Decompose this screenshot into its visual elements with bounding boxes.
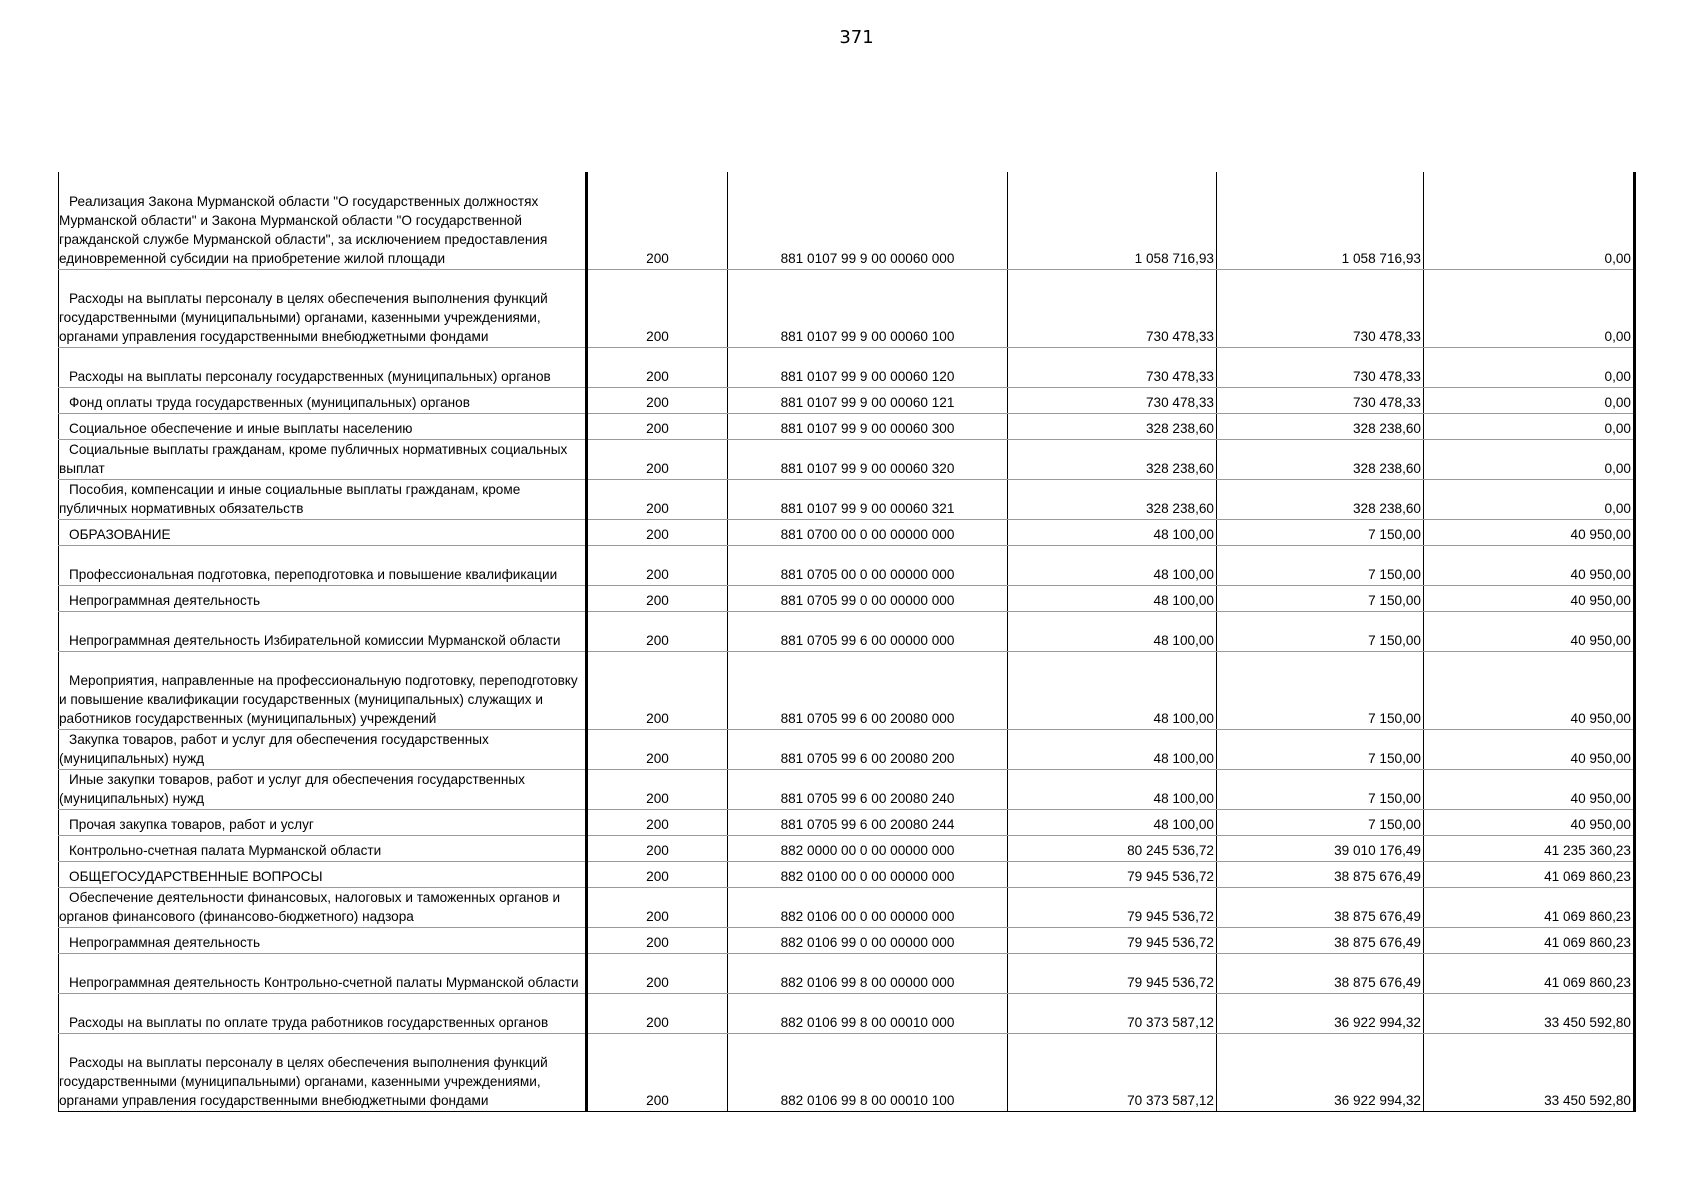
expenditure-name-text: Пособия, компенсации и иные социальные выплаты гражданам, кроме публичных нормативных обязательств bbox=[59, 481, 521, 516]
expenditure-name-text: Расходы на выплаты персоналу в целях обеспечения выполнения функций государственными (муниципальными) органами, казенными учреждениями, органами управления государственными внебюджетными фондами bbox=[59, 1054, 548, 1108]
approved-amount-cell: 48 100,00 bbox=[1008, 519, 1217, 545]
executed-amount-cell: 7 150,00 bbox=[1217, 769, 1424, 809]
expenditure-name-text: Социальное обеспечение и иные выплаты населению bbox=[69, 420, 413, 436]
expenditure-name-cell bbox=[59, 347, 587, 387]
table-row bbox=[59, 387, 1635, 413]
table-row bbox=[59, 729, 1635, 769]
expenditure-name-text: Социальные выплаты гражданам, кроме публичных нормативных социальных выплат bbox=[59, 441, 568, 476]
expenditure-name-cell bbox=[59, 809, 587, 835]
line-code-cell: 200 bbox=[587, 729, 728, 769]
unexecuted-amount-cell: 0,00 bbox=[1424, 413, 1635, 439]
budget-classification-code-cell: 881 0705 99 6 00 20080 240 bbox=[728, 769, 1008, 809]
expenditure-name-cell bbox=[59, 927, 587, 953]
executed-amount-cell: 7 150,00 bbox=[1217, 545, 1424, 585]
expenditure-name-cell bbox=[59, 835, 587, 861]
unexecuted-amount-cell: 41 069 860,23 bbox=[1424, 887, 1635, 927]
unexecuted-amount-cell: 40 950,00 bbox=[1424, 611, 1635, 651]
expenditure-name-text: Обеспечение деятельности финансовых, налоговых и таможенных органов и органов финансового (финансово-бюджетного) надзора bbox=[59, 889, 561, 924]
table-row bbox=[59, 519, 1635, 545]
line-code-cell: 200 bbox=[587, 953, 728, 993]
approved-amount-cell: 1 058 716,93 bbox=[1008, 172, 1217, 269]
budget-classification-code-cell: 882 0106 99 8 00 00000 000 bbox=[728, 953, 1008, 993]
expenditure-name-text: Закупка товаров, работ и услуг для обеспечения государственных (муниципальных) нужд bbox=[59, 731, 489, 766]
approved-amount-cell: 730 478,33 bbox=[1008, 347, 1217, 387]
table-row bbox=[59, 585, 1635, 611]
expenditure-name-text: ОБЩЕГОСУДАРСТВЕННЫЕ ВОПРОСЫ bbox=[69, 868, 323, 884]
unexecuted-amount-cell: 0,00 bbox=[1424, 347, 1635, 387]
unexecuted-amount-cell: 0,00 bbox=[1424, 439, 1635, 479]
line-code-cell: 200 bbox=[587, 585, 728, 611]
table-row bbox=[59, 887, 1635, 927]
budget-classification-code-cell: 881 0700 00 0 00 00000 000 bbox=[728, 519, 1008, 545]
line-code-cell: 200 bbox=[587, 835, 728, 861]
line-code-cell: 200 bbox=[587, 887, 728, 927]
approved-amount-cell: 79 945 536,72 bbox=[1008, 927, 1217, 953]
line-code-cell: 200 bbox=[587, 1033, 728, 1111]
executed-amount-cell: 36 922 994,32 bbox=[1217, 993, 1424, 1033]
approved-amount-cell: 48 100,00 bbox=[1008, 585, 1217, 611]
approved-amount-cell: 48 100,00 bbox=[1008, 729, 1217, 769]
executed-amount-cell: 730 478,33 bbox=[1217, 269, 1424, 347]
expenditure-name-text: Контрольно-счетная палата Мурманской области bbox=[69, 842, 382, 858]
expenditure-name-text: Непрограммная деятельность Контрольно-счетной палаты Мурманской области bbox=[69, 974, 579, 990]
expenditure-name-text: Непрограммная деятельность bbox=[69, 934, 261, 950]
approved-amount-cell: 48 100,00 bbox=[1008, 769, 1217, 809]
table-row bbox=[59, 413, 1635, 439]
executed-amount-cell: 730 478,33 bbox=[1217, 347, 1424, 387]
approved-amount-cell: 730 478,33 bbox=[1008, 387, 1217, 413]
expenditure-name-cell bbox=[59, 1033, 587, 1111]
table-row bbox=[59, 927, 1635, 953]
expenditure-name-cell bbox=[59, 519, 587, 545]
approved-amount-cell: 70 373 587,12 bbox=[1008, 993, 1217, 1033]
budget-classification-code-cell: 881 0107 99 9 00 00060 321 bbox=[728, 479, 1008, 519]
executed-amount-cell: 7 150,00 bbox=[1217, 611, 1424, 651]
budget-classification-code-cell: 881 0705 99 6 00 00000 000 bbox=[728, 611, 1008, 651]
approved-amount-cell: 328 238,60 bbox=[1008, 479, 1217, 519]
line-code-cell: 200 bbox=[587, 519, 728, 545]
line-code-cell: 200 bbox=[587, 269, 728, 347]
expenditure-name-text: Расходы на выплаты персоналу в целях обеспечения выполнения функций государственными (муниципальными) органами, казенными учреждениями, органами управления государственными внебюджетными фондами bbox=[59, 290, 548, 344]
approved-amount-cell: 48 100,00 bbox=[1008, 611, 1217, 651]
approved-amount-cell: 79 945 536,72 bbox=[1008, 861, 1217, 887]
expenditure-name-cell bbox=[59, 387, 587, 413]
table-row bbox=[59, 993, 1635, 1033]
line-code-cell: 200 bbox=[587, 769, 728, 809]
budget-expenditure-table bbox=[58, 172, 1636, 1112]
unexecuted-amount-cell: 41 069 860,23 bbox=[1424, 953, 1635, 993]
line-code-cell: 200 bbox=[587, 387, 728, 413]
expenditure-name-text: Иные закупки товаров, работ и услуг для обеспечения государственных (муниципальных) нужд bbox=[59, 771, 525, 806]
budget-classification-code-cell: 881 0705 99 6 00 20080 000 bbox=[728, 651, 1008, 729]
expenditure-name-text: Непрограммная деятельность bbox=[69, 592, 261, 608]
expenditure-name-cell bbox=[59, 611, 587, 651]
executed-amount-cell: 328 238,60 bbox=[1217, 439, 1424, 479]
budget-classification-code-cell: 881 0107 99 9 00 00060 120 bbox=[728, 347, 1008, 387]
line-code-cell: 200 bbox=[587, 172, 728, 269]
expenditure-name-cell bbox=[59, 439, 587, 479]
expenditure-name-cell bbox=[59, 953, 587, 993]
unexecuted-amount-cell: 41 235 360,23 bbox=[1424, 835, 1635, 861]
budget-classification-code-cell: 881 0705 99 0 00 00000 000 bbox=[728, 585, 1008, 611]
expenditure-name-cell bbox=[59, 887, 587, 927]
executed-amount-cell: 38 875 676,49 bbox=[1217, 887, 1424, 927]
budget-classification-code-cell: 882 0106 99 0 00 00000 000 bbox=[728, 927, 1008, 953]
expenditure-name-text: ОБРАЗОВАНИЕ bbox=[69, 526, 171, 542]
unexecuted-amount-cell: 0,00 bbox=[1424, 387, 1635, 413]
expenditure-name-cell bbox=[59, 993, 587, 1033]
expenditure-name-text: Расходы на выплаты по оплате труда работников государственных органов bbox=[69, 1014, 549, 1030]
approved-amount-cell: 79 945 536,72 bbox=[1008, 953, 1217, 993]
expenditure-name-text: Мероприятия, направленные на профессиональную подготовку, переподготовку и повышение квалификации государственных (муниципальных) служащих и работников государственных (муниципальных) учреждений bbox=[59, 672, 578, 726]
expenditure-name-cell bbox=[59, 172, 587, 269]
budget-classification-code-cell: 882 0106 99 8 00 00010 000 bbox=[728, 993, 1008, 1033]
expenditure-name-cell bbox=[59, 769, 587, 809]
expenditure-name-cell bbox=[59, 479, 587, 519]
expenditure-name-cell bbox=[59, 545, 587, 585]
executed-amount-cell: 328 238,60 bbox=[1217, 479, 1424, 519]
line-code-cell: 200 bbox=[587, 439, 728, 479]
unexecuted-amount-cell: 41 069 860,23 bbox=[1424, 927, 1635, 953]
table-row bbox=[59, 172, 1635, 269]
executed-amount-cell: 1 058 716,93 bbox=[1217, 172, 1424, 269]
unexecuted-amount-cell: 33 450 592,80 bbox=[1424, 1033, 1635, 1111]
table-row bbox=[59, 809, 1635, 835]
expenditure-name-cell bbox=[59, 585, 587, 611]
unexecuted-amount-cell: 41 069 860,23 bbox=[1424, 861, 1635, 887]
expenditure-name-cell bbox=[59, 413, 587, 439]
table-row bbox=[59, 347, 1635, 387]
expenditure-name-text: Непрограммная деятельность Избирательной комиссии Мурманской области bbox=[69, 632, 561, 648]
approved-amount-cell: 328 238,60 bbox=[1008, 413, 1217, 439]
unexecuted-amount-cell: 33 450 592,80 bbox=[1424, 993, 1635, 1033]
executed-amount-cell: 7 150,00 bbox=[1217, 729, 1424, 769]
executed-amount-cell: 7 150,00 bbox=[1217, 519, 1424, 545]
table-row bbox=[59, 769, 1635, 809]
expenditure-name-text: Профессиональная подготовка, переподготовка и повышение квалификации bbox=[69, 566, 558, 582]
table-row bbox=[59, 861, 1635, 887]
expenditure-name-text: Прочая закупка товаров, работ и услуг bbox=[69, 816, 314, 832]
budget-classification-code-cell: 882 0000 00 0 00 00000 000 bbox=[728, 835, 1008, 861]
line-code-cell: 200 bbox=[587, 479, 728, 519]
expenditure-name-cell bbox=[59, 651, 587, 729]
unexecuted-amount-cell: 40 950,00 bbox=[1424, 545, 1635, 585]
unexecuted-amount-cell: 0,00 bbox=[1424, 479, 1635, 519]
unexecuted-amount-cell: 40 950,00 bbox=[1424, 651, 1635, 729]
executed-amount-cell: 730 478,33 bbox=[1217, 387, 1424, 413]
executed-amount-cell: 7 150,00 bbox=[1217, 809, 1424, 835]
line-code-cell: 200 bbox=[587, 413, 728, 439]
approved-amount-cell: 80 245 536,72 bbox=[1008, 835, 1217, 861]
line-code-cell: 200 bbox=[587, 927, 728, 953]
unexecuted-amount-cell: 40 950,00 bbox=[1424, 519, 1635, 545]
expenditure-name-cell bbox=[59, 861, 587, 887]
expenditure-name-text: Реализация Закона Мурманской области "О государственных должностях Мурманской области" и Закона Мурманской области "О государственной гражданской службе Мурманской области", за исключением предоставления единовременной субсидии на приобретение жилой площади bbox=[59, 193, 548, 266]
unexecuted-amount-cell: 0,00 bbox=[1424, 172, 1635, 269]
table-row bbox=[59, 651, 1635, 729]
executed-amount-cell: 7 150,00 bbox=[1217, 651, 1424, 729]
approved-amount-cell: 70 373 587,12 bbox=[1008, 1033, 1217, 1111]
approved-amount-cell: 328 238,60 bbox=[1008, 439, 1217, 479]
unexecuted-amount-cell: 40 950,00 bbox=[1424, 769, 1635, 809]
line-code-cell: 200 bbox=[587, 611, 728, 651]
expenditure-name-text: Расходы на выплаты персоналу государственных (муниципальных) органов bbox=[69, 368, 551, 384]
executed-amount-cell: 38 875 676,49 bbox=[1217, 927, 1424, 953]
expenditure-name-text: Фонд оплаты труда государственных (муниципальных) органов bbox=[69, 394, 470, 410]
executed-amount-cell: 39 010 176,49 bbox=[1217, 835, 1424, 861]
budget-classification-code-cell: 882 0106 00 0 00 00000 000 bbox=[728, 887, 1008, 927]
table-row bbox=[59, 611, 1635, 651]
budget-classification-code-cell: 881 0107 99 9 00 00060 300 bbox=[728, 413, 1008, 439]
budget-classification-code-cell: 881 0107 99 9 00 00060 000 bbox=[728, 172, 1008, 269]
line-code-cell: 200 bbox=[587, 651, 728, 729]
executed-amount-cell: 38 875 676,49 bbox=[1217, 953, 1424, 993]
executed-amount-cell: 328 238,60 bbox=[1217, 413, 1424, 439]
line-code-cell: 200 bbox=[587, 809, 728, 835]
expenditure-name-cell bbox=[59, 729, 587, 769]
table-row bbox=[59, 269, 1635, 347]
approved-amount-cell: 79 945 536,72 bbox=[1008, 887, 1217, 927]
budget-classification-code-cell: 881 0705 99 6 00 20080 200 bbox=[728, 729, 1008, 769]
executed-amount-cell: 38 875 676,49 bbox=[1217, 861, 1424, 887]
line-code-cell: 200 bbox=[587, 347, 728, 387]
line-code-cell: 200 bbox=[587, 861, 728, 887]
budget-classification-code-cell: 881 0705 99 6 00 20080 244 bbox=[728, 809, 1008, 835]
unexecuted-amount-cell: 0,00 bbox=[1424, 269, 1635, 347]
table-row bbox=[59, 545, 1635, 585]
approved-amount-cell: 730 478,33 bbox=[1008, 269, 1217, 347]
table-row bbox=[59, 479, 1635, 519]
budget-classification-code-cell: 881 0705 00 0 00 00000 000 bbox=[728, 545, 1008, 585]
executed-amount-cell: 36 922 994,32 bbox=[1217, 1033, 1424, 1111]
approved-amount-cell: 48 100,00 bbox=[1008, 545, 1217, 585]
unexecuted-amount-cell: 40 950,00 bbox=[1424, 809, 1635, 835]
expenditure-name-cell bbox=[59, 269, 587, 347]
budget-classification-code-cell: 881 0107 99 9 00 00060 320 bbox=[728, 439, 1008, 479]
table-row bbox=[59, 953, 1635, 993]
budget-classification-code-cell: 881 0107 99 9 00 00060 100 bbox=[728, 269, 1008, 347]
approved-amount-cell: 48 100,00 bbox=[1008, 651, 1217, 729]
budget-classification-code-cell: 881 0107 99 9 00 00060 121 bbox=[728, 387, 1008, 413]
unexecuted-amount-cell: 40 950,00 bbox=[1424, 585, 1635, 611]
budget-classification-code-cell: 882 0106 99 8 00 00010 100 bbox=[728, 1033, 1008, 1111]
line-code-cell: 200 bbox=[587, 545, 728, 585]
table-row bbox=[59, 835, 1635, 861]
unexecuted-amount-cell: 40 950,00 bbox=[1424, 729, 1635, 769]
page-number: 371 bbox=[839, 27, 874, 48]
table-row bbox=[59, 1033, 1635, 1111]
table-row bbox=[59, 439, 1635, 479]
budget-classification-code-cell: 882 0100 00 0 00 00000 000 bbox=[728, 861, 1008, 887]
approved-amount-cell: 48 100,00 bbox=[1008, 809, 1217, 835]
line-code-cell: 200 bbox=[587, 993, 728, 1033]
executed-amount-cell: 7 150,00 bbox=[1217, 585, 1424, 611]
